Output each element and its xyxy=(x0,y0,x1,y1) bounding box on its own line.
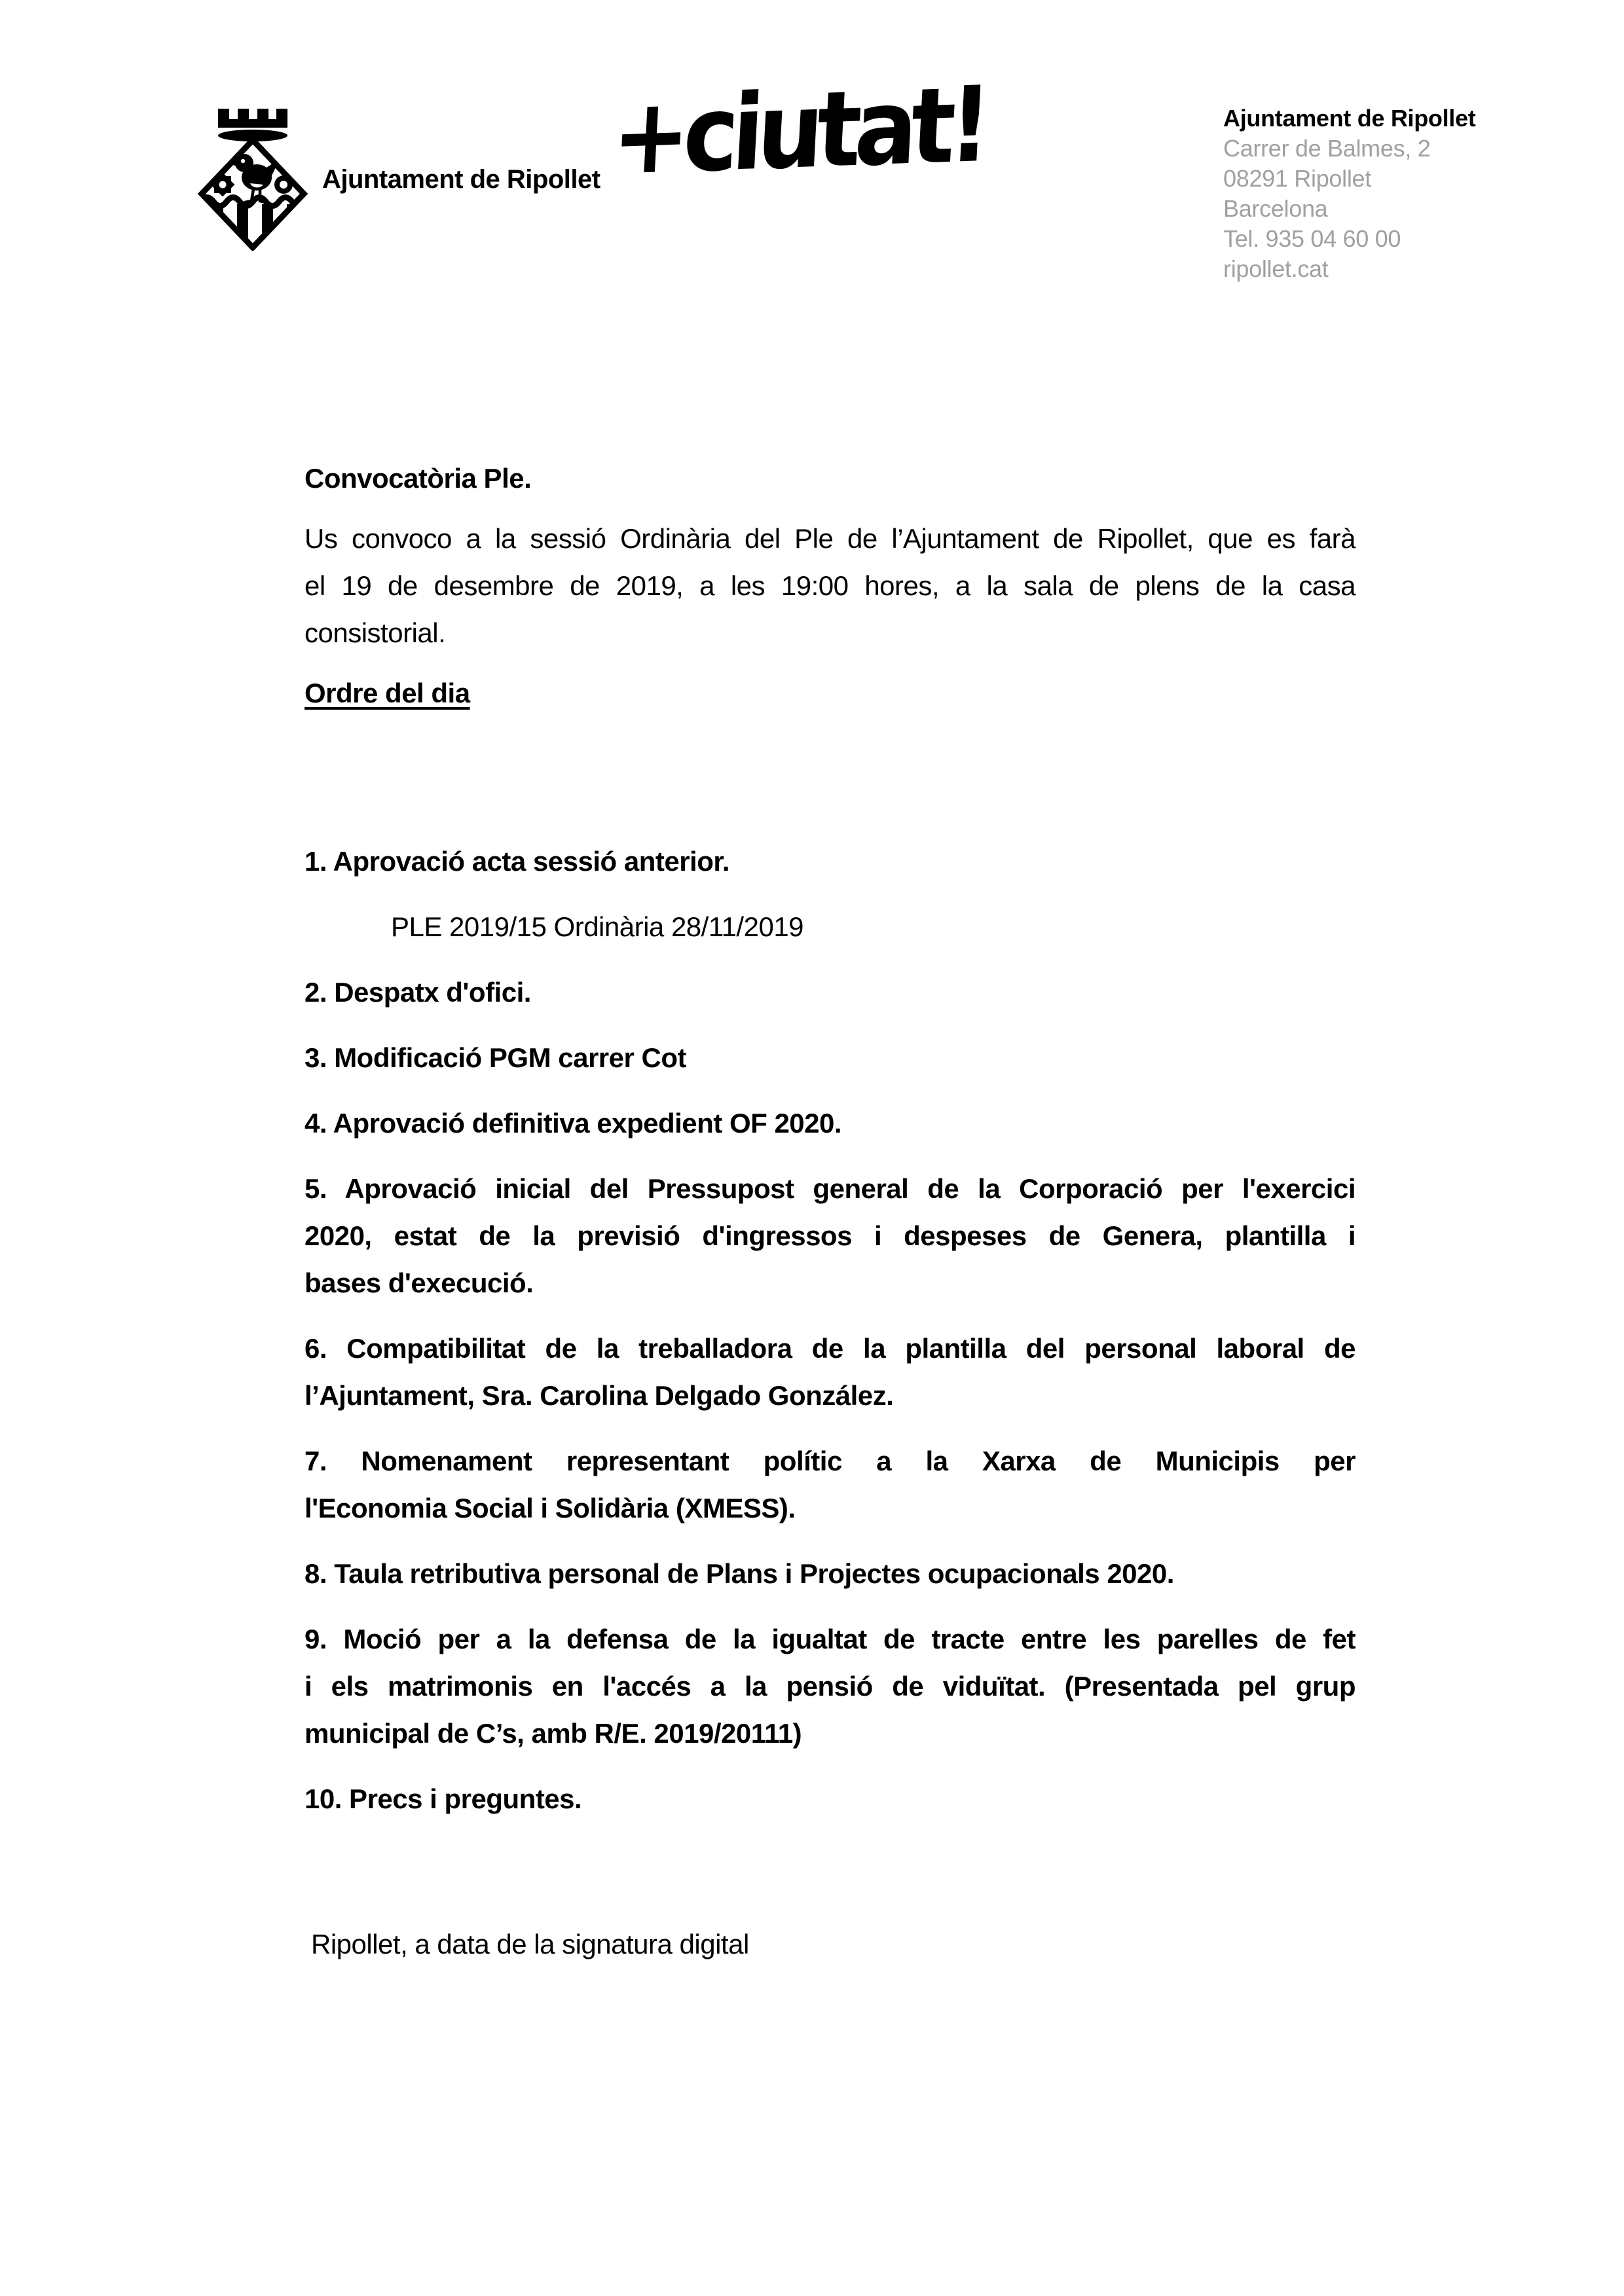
address-phone: Tel. 935 04 60 00 xyxy=(1223,225,1401,252)
section-heading-ordre-del-dia: Ordre del dia xyxy=(304,678,470,708)
agenda-item-1: 1. Aprovació acta sessió anterior. xyxy=(304,846,730,877)
document-title: Convocatòria Ple. xyxy=(304,463,532,494)
address-postal-city: 08291 Ripollet xyxy=(1223,165,1371,192)
closing-line: Ripollet, a data de la signatura digital xyxy=(311,1929,749,1959)
address-website: ripollet.cat xyxy=(1223,255,1329,282)
address-province: Barcelona xyxy=(1223,195,1328,222)
address-org-name: Ajuntament de Ripollet xyxy=(1223,105,1476,132)
logo-org-name: Ajuntament de Ripollet xyxy=(322,165,600,194)
agenda-item-1-sub: PLE 2019/15 Ordinària 28/11/2019 xyxy=(391,911,804,942)
agenda-item-2: 2. Despatx d'ofici. xyxy=(304,977,531,1008)
intro-paragraph: Us convoco a la sessió Ordinària del Ple de l’Ajuntament de Ripollet, que es farà el 19 de desembre de 2019, a les 19:00 hores, a la sala de plens de la casa consistorial. xyxy=(304,523,1356,648)
address-street: Carrer de Balmes, 2 xyxy=(1223,135,1431,162)
agenda-item-5: 5. Aprovació inicial del Pressupost general de la Corporació per l'exercici 2020, estat de la previsió d'ingressos i despeses de Genera, plantilla i bases d'execució. xyxy=(304,1173,1356,1298)
coat-of-arms-icon xyxy=(196,103,308,251)
agenda-item-10: 10. Precs i preguntes. xyxy=(304,1783,582,1814)
ciutat-brand-logo: +ciutat! xyxy=(609,64,988,199)
agenda-list xyxy=(304,838,1356,1823)
ripollet-crest-icon xyxy=(196,103,308,251)
agenda-item-4: 4. Aprovació definitiva expedient OF 2020. xyxy=(304,1108,842,1139)
agenda-item-3: 3. Modificació PGM carrer Cot xyxy=(304,1042,686,1073)
agenda-item-8: 8. Taula retributiva personal de Plans i Projectes ocupacionals 2020. xyxy=(304,1558,1174,1589)
letterhead-address-block xyxy=(1223,103,1590,284)
agenda-item-9: 9. Moció per a la defensa de la igualtat de tracte entre les parelles de fet i els matrimonis en l'accés a la pensió de viduïtat. (Presentada pel grup municipal de C’s, amb R/E. 2019/20111) xyxy=(304,1624,1356,1749)
document-content xyxy=(304,455,1356,1968)
agenda-item-6: 6. Compatibilitat de la treballadora de la plantilla del personal laboral de l’Ajuntament, Sra. Carolina Delgado González. xyxy=(304,1333,1356,1411)
agenda-item-7: 7. Nomenament representant polític a la Xarxa de Municipis per l'Economia Social i Solidària (XMESS). xyxy=(304,1446,1356,1523)
